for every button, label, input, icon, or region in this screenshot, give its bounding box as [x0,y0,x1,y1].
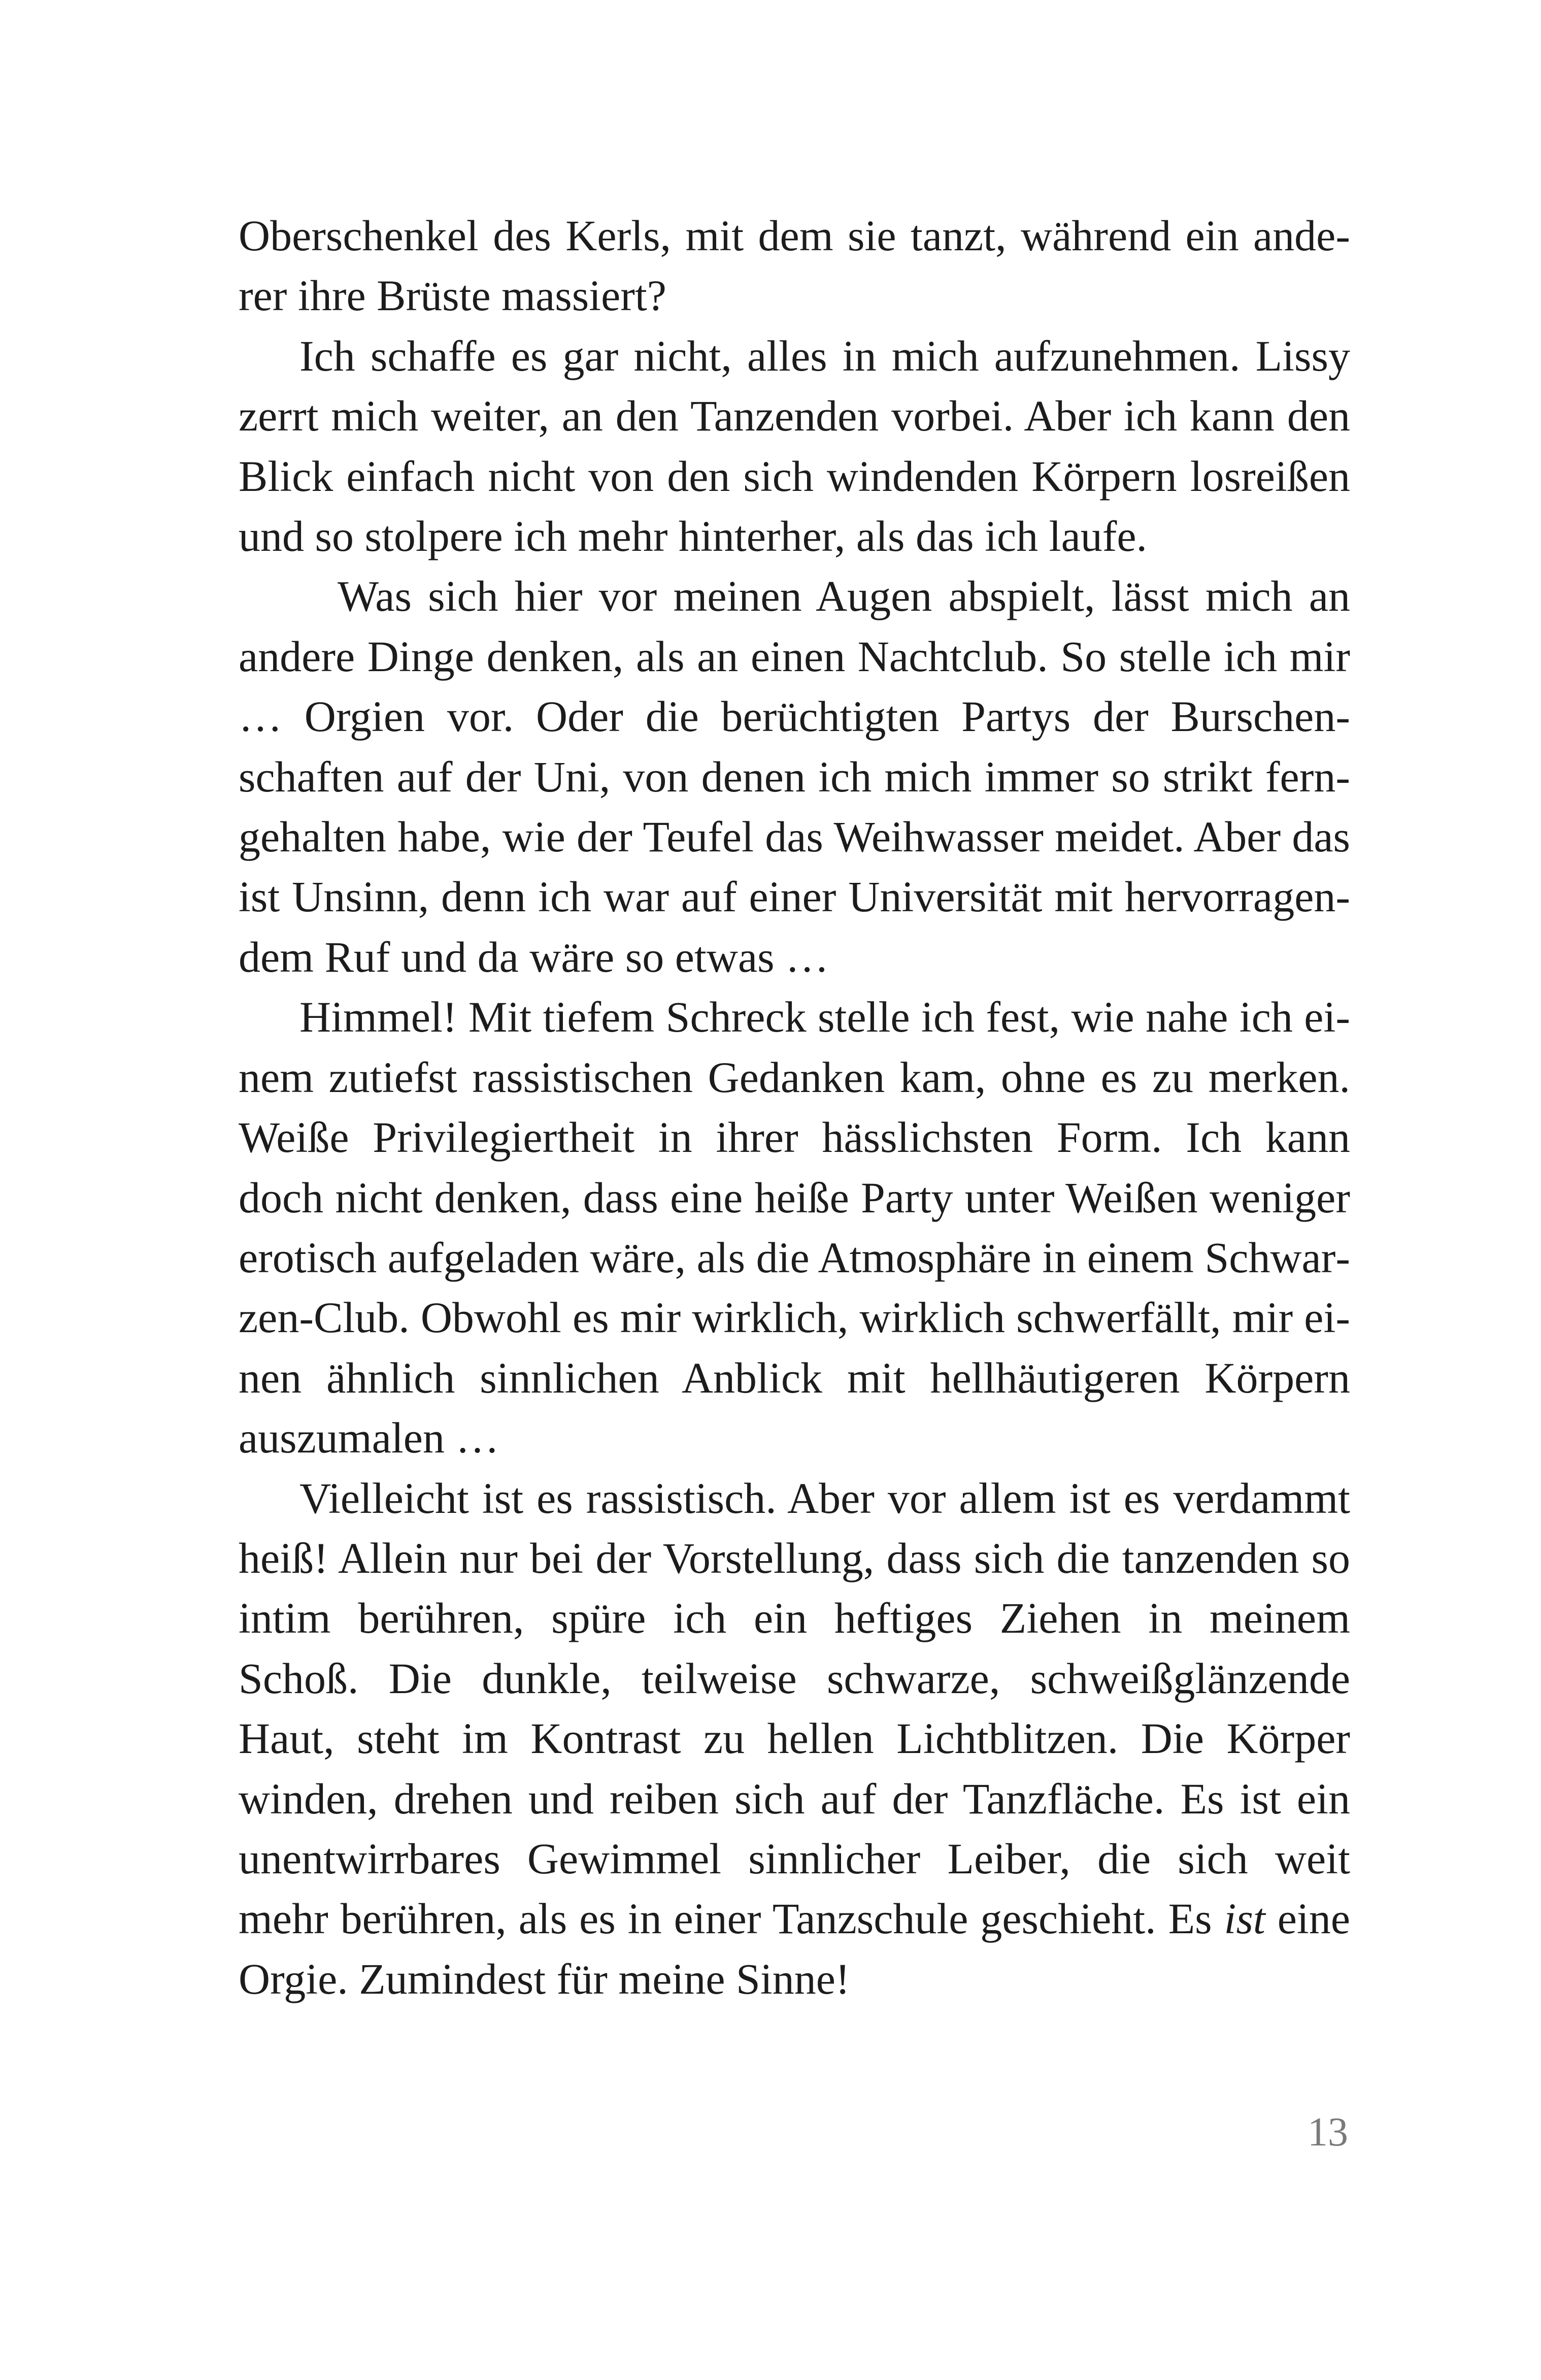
paragraph-2: Ich schaffe es gar nicht, alles in mich aufzunehmen. Lissy zerrt mich weiter, an den Tanzenden vorbei. Aber ich kann den Blick einfach nicht von den sich windenden Körpern losreißen und so stolpere ich mehr hinterher, als das ich laufe. [239,331,1350,561]
paragraph-5-text-before: Vielleicht ist es rassistisch. Aber vor allem ist es verdammt heiß! Allein nur bei der Vorstellung, dass sich die tanzenden so intim berühren, spüre ich ein heftiges Ziehen in meinem Schoß. Die dunkle, teilweise schwarze, schweißglänzende Haut, steht im Kontrast zu hellen Lichtblitzen. Die Körper winden, drehen und reiben sich auf der Tanzfläche. Es ist ein unentwirrbares Gewimmel sinnlicher Leiber, die sich weit mehr berühren, als es in einer Tanzschule geschieht. Es [239,1473,1350,1943]
paragraph-5-italic-word: ist [1224,1894,1265,1943]
paragraph-5-text-after: eine Orgie. Zumindest für meine Sinne! [239,1894,1350,2003]
page-number: 13 [1308,2110,1348,2155]
paragraph-3: Was sich hier vor meinen Augen abspielt, lässt mich an andere Dinge denken, als an einen Nachtclub. So stelle ich mir … Orgien vor. Oder die berüchtigten Partys der Burschenschaften auf der Uni, von denen ich mich immer so strikt ferngehalten habe, wie der Teufel das Weihwasser meidet. Aber das ist Unsinn, denn ich war auf einer Universität mit hervorragendem Ruf und da wäre so etwas … [239,572,1350,981]
paragraph-5 [239,1468,1350,2009]
paragraph-1: Oberschenkel des Kerls, mit dem sie tanzt, während ein anderer ihre Brüste massiert? [239,211,1350,320]
paragraph-4: Himmel! Mit tiefem Schreck stelle ich fest, wie nahe ich einem zutiefst rassistischen Gedanken kam, ohne es zu merken. Weiße Privilegiertheit in ihrer hässlichsten Form. Ich kann doch nicht denken, dass eine heiße Party unter Weißen weniger erotisch aufgeladen wäre, als die Atmosphäre in einem Schwarzen-Club. Obwohl es mir wirklich, wirklich schwerfällt, mir einen ähnlich sinnlichen Anblick mit hellhäutigeren Körpern auszumalen … [239,993,1350,1463]
body-text [239,206,1350,2009]
